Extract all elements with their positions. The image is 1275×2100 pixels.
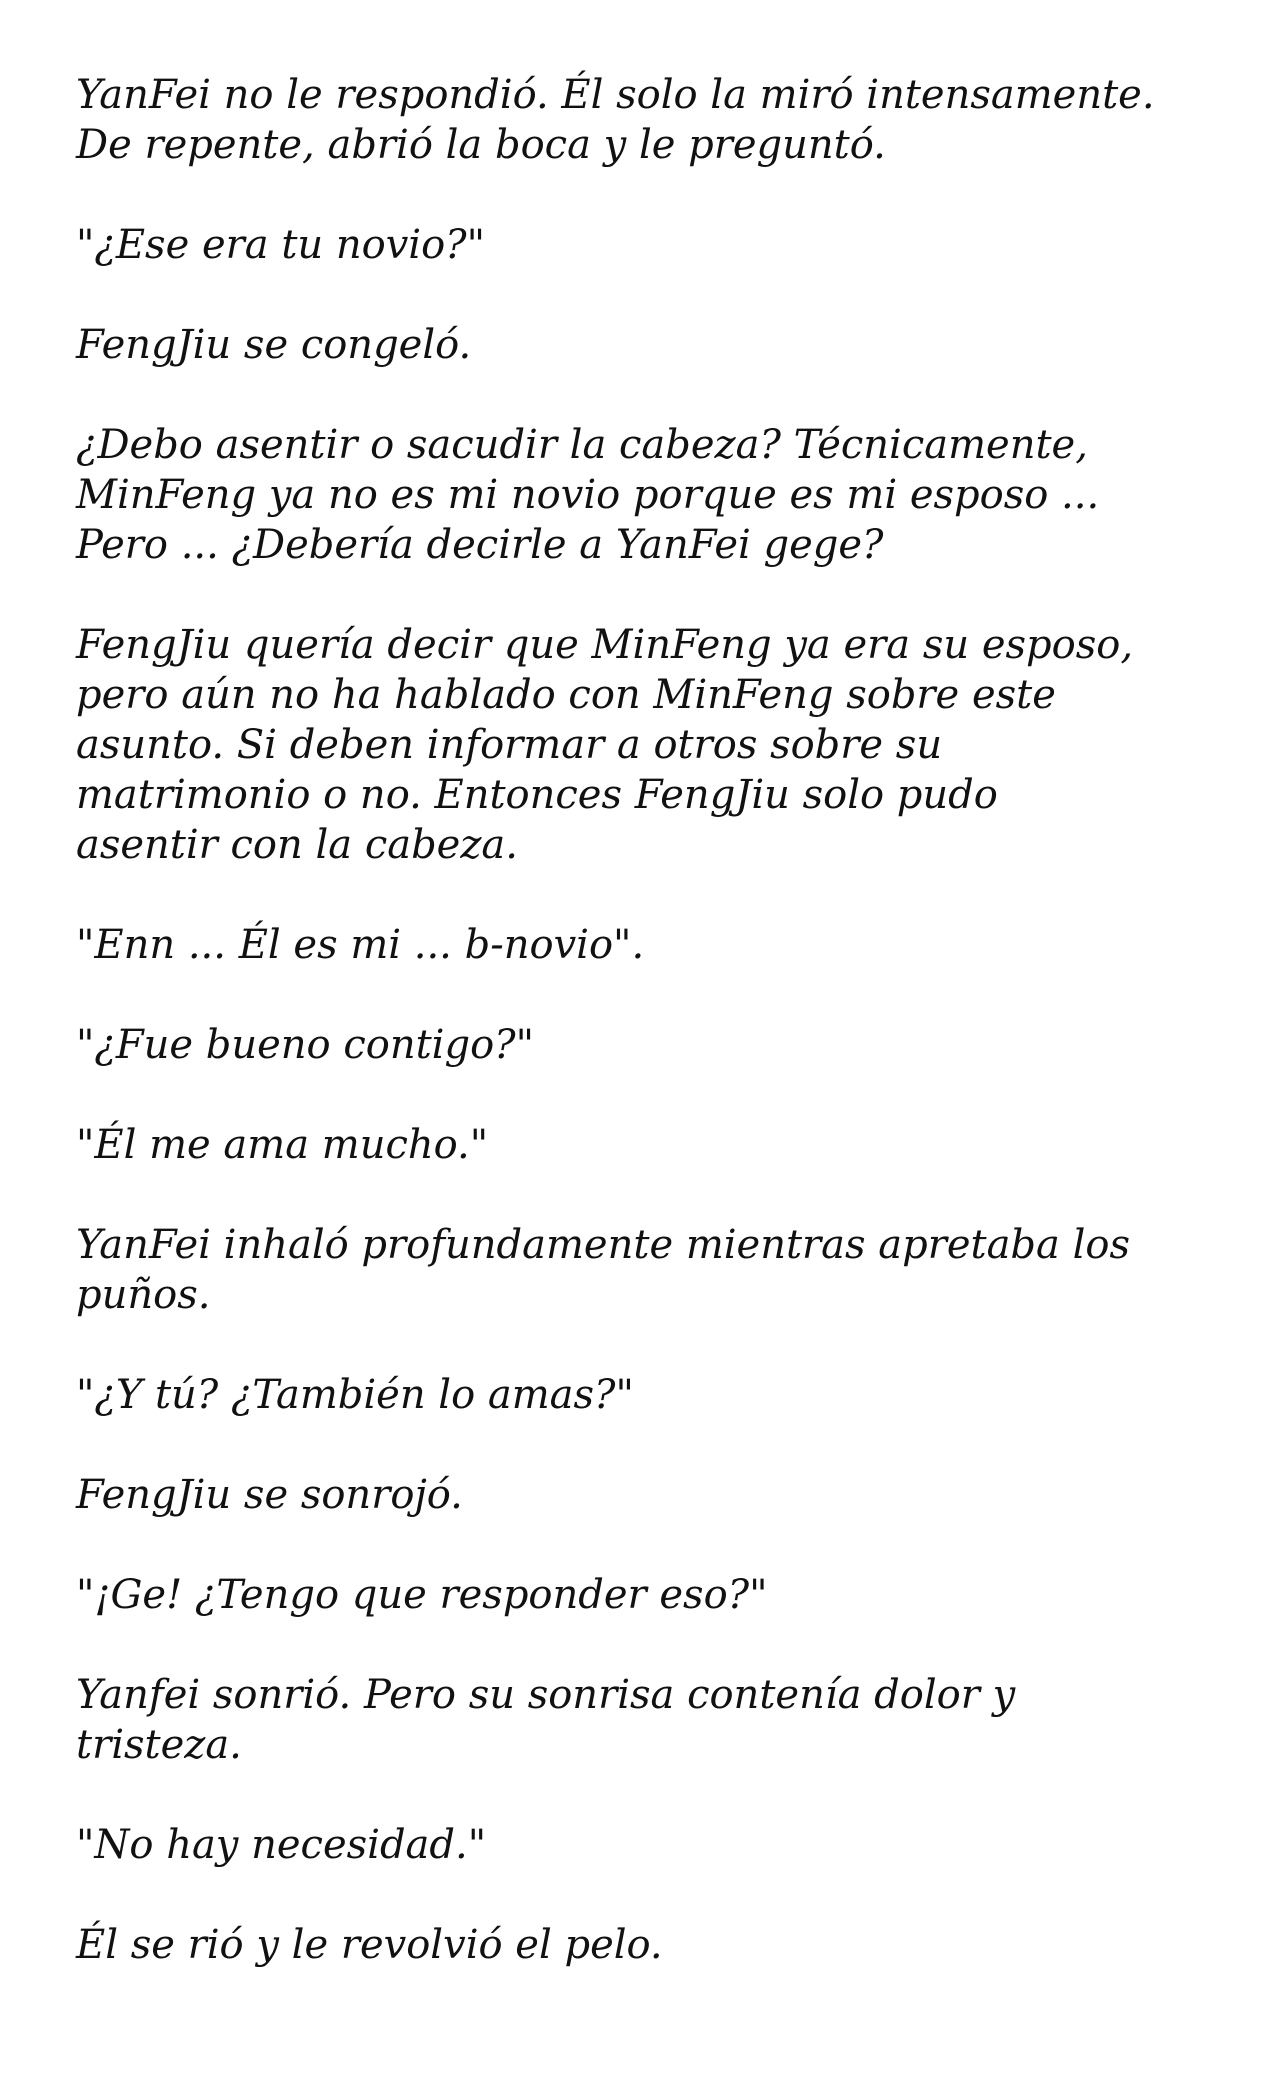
paragraph-11 [76, 1470, 1216, 1520]
dialogue-line: "¿Ese era tu novio?" [76, 222, 486, 268]
paragraph-3 [76, 320, 1216, 370]
dialogue-line: "No hay necesidad." [76, 1822, 487, 1868]
text-line: pero aún no ha hablado con MinFeng sobre este [76, 672, 1056, 718]
text-line: YanFei no le respondió. Él solo la miró intensamente. [76, 72, 1155, 118]
paragraph-4 [76, 420, 1216, 570]
paragraph-9 [76, 1220, 1216, 1320]
text-line: FengJiu se sonrojó. [76, 1472, 463, 1518]
text-line: MinFeng ya no es mi novio porque es mi esposo ... [76, 472, 1100, 518]
text-line: puños. [76, 1272, 211, 1318]
text-line: Pero ... ¿Debería decirle a YanFei gege? [76, 522, 884, 568]
text-line: Él se rió y le revolvió el pelo. [76, 1922, 663, 1968]
text-line: asunto. Si deben informar a otros sobre su [76, 722, 943, 768]
text-line: De repente, abrió la boca y le preguntó. [76, 122, 886, 168]
paragraph-5 [76, 620, 1216, 870]
paragraph-12 [76, 1570, 1216, 1620]
paragraph-13 [76, 1670, 1216, 1770]
text-line: tristeza. [76, 1722, 242, 1768]
text-line: FengJiu quería decir que MinFeng ya era su esposo, [76, 622, 1134, 668]
text-line: matrimonio o no. Entonces FengJiu solo pudo [76, 772, 998, 818]
text-line: FengJiu se congeló. [76, 322, 472, 368]
paragraph-2 [76, 220, 1216, 270]
story-text [76, 70, 1216, 1970]
dialogue-line: "Él me ama mucho." [76, 1122, 489, 1168]
dialogue-line: "¿Y tú? ¿También lo amas?" [76, 1372, 634, 1418]
text-line: YanFei inhaló profundamente mientras apretaba los [76, 1222, 1131, 1268]
dialogue-line: "Enn ... Él es mi ... b-novio". [76, 922, 645, 968]
paragraph-14 [76, 1820, 1216, 1870]
text-line: asentir con la cabeza. [76, 822, 518, 868]
paragraph-10 [76, 1370, 1216, 1420]
paragraph-1 [76, 70, 1216, 170]
text-line: ¿Debo asentir o sacudir la cabeza? Técnicamente, [76, 422, 1088, 468]
paragraph-8 [76, 1120, 1216, 1170]
text-line: Yanfei sonrió. Pero su sonrisa contenía dolor y [76, 1672, 1016, 1718]
paragraph-6 [76, 920, 1216, 970]
paragraph-7 [76, 1020, 1216, 1070]
dialogue-line: "¡Ge! ¿Tengo que responder eso?" [76, 1572, 768, 1618]
paragraph-15 [76, 1920, 1216, 1970]
dialogue-line: "¿Fue bueno contigo?" [76, 1022, 534, 1068]
